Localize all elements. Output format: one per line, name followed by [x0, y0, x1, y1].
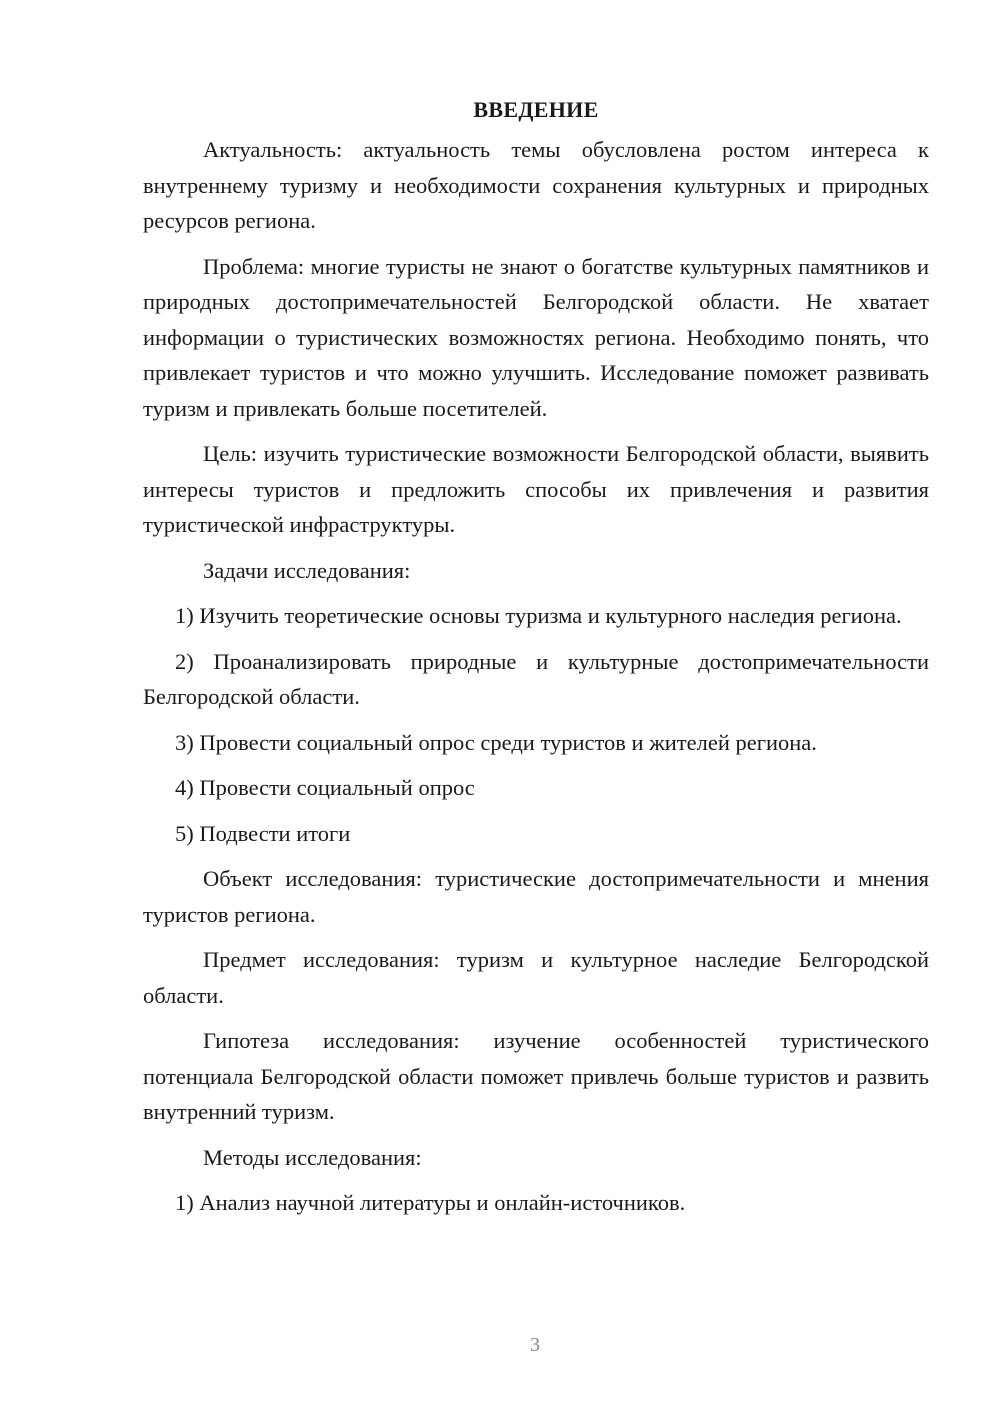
goal-paragraph: Цель: изучить туристические возможности Белгородской области, выявить интересы туристов и предложить способы их привлечения и развития туристической инфраструктуры.	[143, 441, 929, 537]
task-item-2: 2) Проанализировать природные и культурные достопримечательности Белгородской области.	[143, 648, 929, 709]
task-item-5: 5) Подвести итоги	[175, 820, 351, 846]
relevance-paragraph: Актуальность: актуальность темы обусловлена ростом интереса к внутреннему туризму и необходимости сохранения культурных и природных ресурсов региона.	[143, 137, 929, 233]
method-item-1: 1) Анализ научной литературы и онлайн-источников.	[175, 1190, 686, 1215]
task-item-1: 1) Изучить теоретические основы туризма и культурного наследия региона.	[175, 603, 902, 628]
methods-heading: Методы исследования:	[203, 1144, 422, 1170]
document-page	[143, 92, 929, 1231]
tasks-heading: Задачи исследования:	[203, 557, 411, 583]
task-item-3: 3) Провести социальный опрос среди туристов и жителей региона.	[175, 729, 817, 755]
hypothesis-paragraph: Гипотеза исследования: изучение особенностей туристического потенциала Белгородской области поможет привлечь больше туристов и развить внутренний туризм.	[143, 1028, 929, 1124]
page-title: ВВЕДЕНИЕ	[473, 97, 599, 122]
problem-paragraph: Проблема: многие туристы не знают о богатстве культурных памятников и природных достопримечательностей Белгородской области. Не хватает информации о туристических возможностях региона. Необходимо понять, что привлекает туристов и что можно улучшить. Исследование поможет развивать туризм и привлекать больше посетителей.	[143, 253, 929, 421]
object-paragraph: Объект исследования: туристические достопримечательности и мнения туристов региона.	[143, 866, 929, 927]
page-number: 3	[530, 1334, 540, 1356]
subject-paragraph: Предмет исследования: туризм и культурное наследие Белгородской области.	[143, 947, 929, 1008]
task-item-4: 4) Провести социальный опрос	[175, 775, 475, 800]
